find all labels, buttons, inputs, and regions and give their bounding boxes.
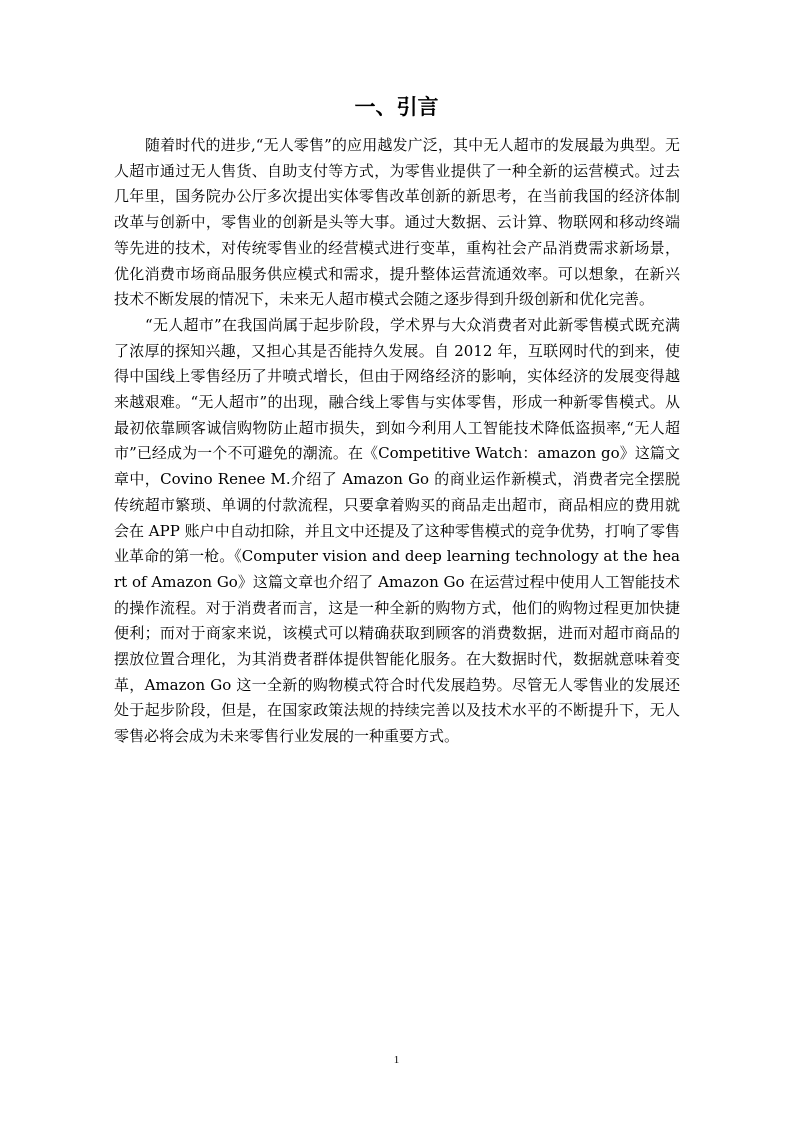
body-text: [114, 133, 680, 750]
paragraph-1: 随着时代的进步,“无人零售”的应用越发广泛，其中无人超市的发展最为典型。无人超市通过无人售货、自助支付等方式，为零售业提供了一种全新的运营模式。过去几年里，国务院办公厅多次提出实体零售改革创新的新思考，在当前我国的经济体制改革与创新中，零售业的创新是头等大事。通过大数据、云计算、物联网和移动终端等先进的技术，对传统零售业的经营模式进行变革，重构社会产品消费需求新场景，优化消费市场商品服务供应模式和需求，提升整体运营流通效率。可以想象，在新兴技术不断发展的情况下，未来无人超市模式会随之逐步得到升级创新和优化完善。: [114, 136, 680, 309]
paragraph-2: “无人超市”在我国尚属于起步阶段，学术界与大众消费者对此新零售模式既充满了浓厚的探知兴趣，又担心其是否能持久发展。自 2012 年，互联网时代的到来，使得中国线上零售经历了井喷式增长，但由于网络经济的影响，实体经济的发展变得越来越艰难。“无人超市”的出现，融合线上零售与实体零售，形成一种新零售模式。从最初依靠顾客诚信购物防止超市损失，到如今利用人工智能技术降低盗损率,“无人超市”已经成为一个不可避免的潮流。在《Competitive Watch：amazon go》这篇文章中，Covino Renee M.介绍了 Amazon Go 的商业运作新模式，消费者完全摆脱传统超市繁琐、单调的付款流程，只要拿着购买的商品走出超市，商品相应的费用就会在 APP 账户中自动扣除，并且文中还提及了这种零售模式的竞争优势，打响了零售业革命的第一枪。《Computer vision and deep learning technology at the heart of Amazon Go》这篇文章也介绍了 Amazon Go 在运营过程中使用人工智能技术的操作流程。对于消费者而言，这是一种全新的购物方式，他们的购物过程更加快捷便利；而对于商家来说，该模式可以精确获取到顾客的消费数据，进而对超市商品的摆放位置合理化，为其消费者群体提供智能化服务。在大数据时代，数据就意味着变革，Amazon Go 这一全新的购物模式符合时代发展趋势。尽管无人零售业的发展还处于起步阶段，但是，在国家政策法规的持续完善以及技术水平的不断提升下，无人零售必将会成为未来零售行业发展的一种重要方式。: [114, 315, 680, 746]
page-number: 1: [393, 1054, 400, 1066]
section-title: 一、引言: [354, 95, 439, 119]
